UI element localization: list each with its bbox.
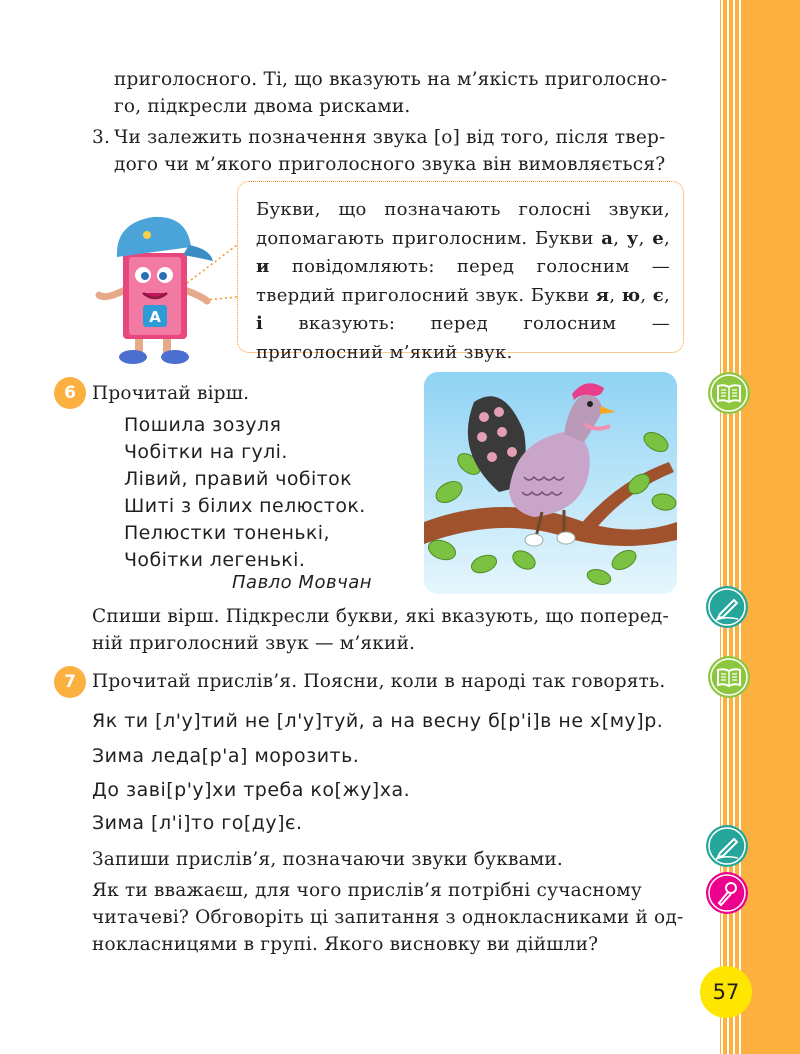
page-number: 57 <box>700 966 752 1018</box>
proverb-line: Як ти [л'у]тий не [л'у]туй, а на весну б[р'і]в не х[му]р. <box>92 710 664 732</box>
discussion-line-3: нокласницями в групі. Якого висновку ви дійшли? <box>92 934 599 955</box>
top-line-2: го, підкресли двома рисками. <box>114 96 411 117</box>
task3-line-1: Чи залежить позначення звука [о] від того, після твер- <box>114 127 666 148</box>
poem-line: Пелюстки тоненькі, <box>124 522 330 544</box>
mascot-illustration <box>95 205 240 370</box>
poem-line: Чобітки легенькі. <box>124 549 306 571</box>
poem-line: Шиті з білих пелюсток. <box>124 495 366 517</box>
exercise-6-title: Прочитай вірш. <box>92 383 250 404</box>
proverb-line: До заві[р'у]хи треба ко[жу]ха. <box>92 779 411 801</box>
callout-text: Букви, що позначають голосні звуки, допомагають приголосним. Букви а, у, е, и повідомляють: перед голосним — твердий приголосний звук. Букви я, ю, є, і вказують: перед голосним — приголосний м’який звук. <box>256 199 671 363</box>
book-icon <box>708 656 750 698</box>
exercise-6-badge: 6 <box>54 377 86 409</box>
exercise-7-write-task: Запиши прислів’я, позначаючи звуки буквами. <box>92 849 564 870</box>
rule-callout <box>237 181 684 363</box>
exercise-7-title: Прочитай прислів’я. Поясни, коли в народі так говорять. <box>92 671 666 692</box>
exercise-6-task-line-1: Спиши вірш. Підкресли букви, які вказують, що поперед- <box>92 606 669 627</box>
task3-line-2: дого чи м’якого приголосного звука він вимовляється? <box>114 154 666 175</box>
microphone-icon <box>706 872 748 914</box>
book-icon <box>708 372 750 414</box>
poem <box>124 413 366 573</box>
poem-line: Пошила зозуля <box>124 414 282 436</box>
exercise-6-task-line-2: ній приголосний звук — м’який. <box>92 633 416 654</box>
proverb-line: Зима [л'і]то го[ду]є. <box>92 812 303 834</box>
exercise-7-badge: 7 <box>54 666 86 698</box>
task3-number: 3. <box>92 127 111 148</box>
pen-icon <box>706 825 748 867</box>
cuckoo-illustration <box>424 372 677 594</box>
discussion-line-2: читачеві? Обговоріть ці запитання з однокласниками й од- <box>92 907 684 928</box>
top-line-1: приголосного. Ті, що вказують на м’якість приголосно- <box>114 69 668 90</box>
discussion-line-1: Як ти вважаєш, для чого прислів’я потрібні сучасному <box>92 880 642 901</box>
poem-line: Лівий, правий чобіток <box>124 468 353 490</box>
poem-author: Павло Мовчан <box>232 572 372 593</box>
proverb-line: Зима леда[р'а] морозить. <box>92 745 360 767</box>
mascot-letter: A <box>149 308 161 326</box>
pen-icon <box>706 586 748 628</box>
poem-line: Чобітки на гулі. <box>124 441 288 463</box>
